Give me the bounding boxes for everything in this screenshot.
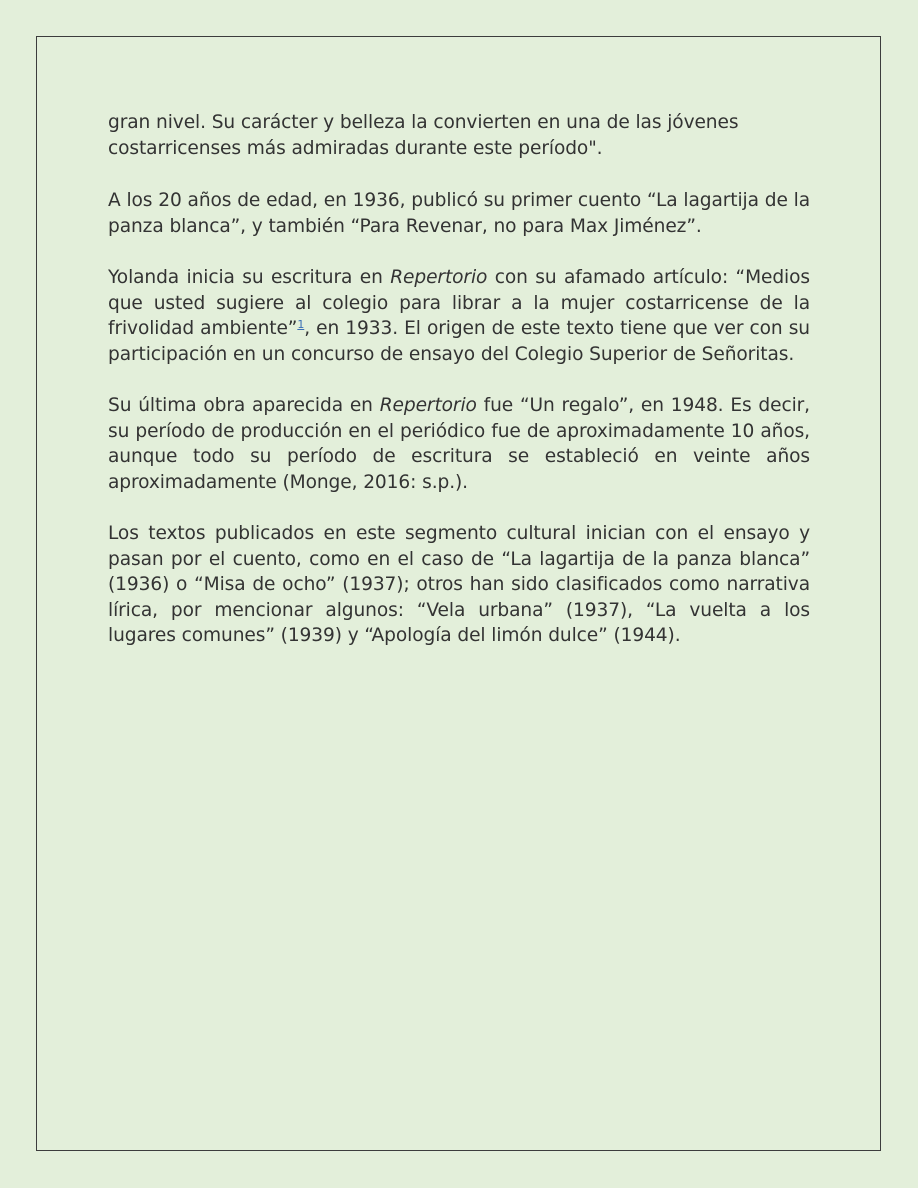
paragraph-first-story: [108, 188, 810, 239]
paragraph-last-work: [108, 393, 810, 495]
paragraph-text-before: Su última obra aparecida en: [108, 395, 380, 416]
paragraph-text: gran nivel. Su carácter y belleza la convierten en una de las jóvenes costarricenses más admiradas durante este período".: [108, 112, 739, 159]
italic-title: Repertorio: [379, 395, 477, 416]
paragraph-repertorio-start: [108, 265, 810, 367]
paragraph-text-after: , en 1933. El origen de este texto tiene que ver con su participación en un concurso de ensayo del Colegio Superior de Señoritas.: [108, 318, 810, 365]
paragraph-text-after: fue “Un regalo”, en 1948. Es decir, su período de producción en el periódico fue de aproximadamente 10 años, aunque todo su período de escritura se estableció en veinte años aproximadamente (Monge, 2016: s.p.).: [108, 395, 810, 493]
paragraph-text: Los textos publicados en este segmento cultural inician con el ensayo y pasan por el cuento, como en el caso de “La lagartija de la panza blanca” (1936) o “Misa de ocho” (1937); otros han sido clasificados como narrativa lírica, por mencionar algunos: “Vela urbana” (1937), “La vuelta a los lugares comunes” (1939) y “Apología del limón dulce” (1944).: [108, 523, 810, 646]
paragraph-text: A los 20 años de edad, en 1936, publicó su primer cuento “La lagartija de la panza blanca”, y también “Para Revenar, no para Max Jiménez”.: [108, 190, 810, 237]
paragraph-continuation: [108, 110, 810, 161]
italic-title: Repertorio: [390, 267, 488, 288]
paragraph-published-texts: [108, 521, 810, 649]
paragraph-text-middle: con su afamado artículo: “Medios que usted sugiere al colegio para librar a la mujer costarricense de la frivolidad ambiente”: [108, 267, 810, 339]
footnote-reference-link[interactable]: 1: [297, 318, 305, 331]
paragraph-text-before: Yolanda inicia su escritura en: [108, 267, 391, 288]
document-body: [108, 110, 810, 649]
